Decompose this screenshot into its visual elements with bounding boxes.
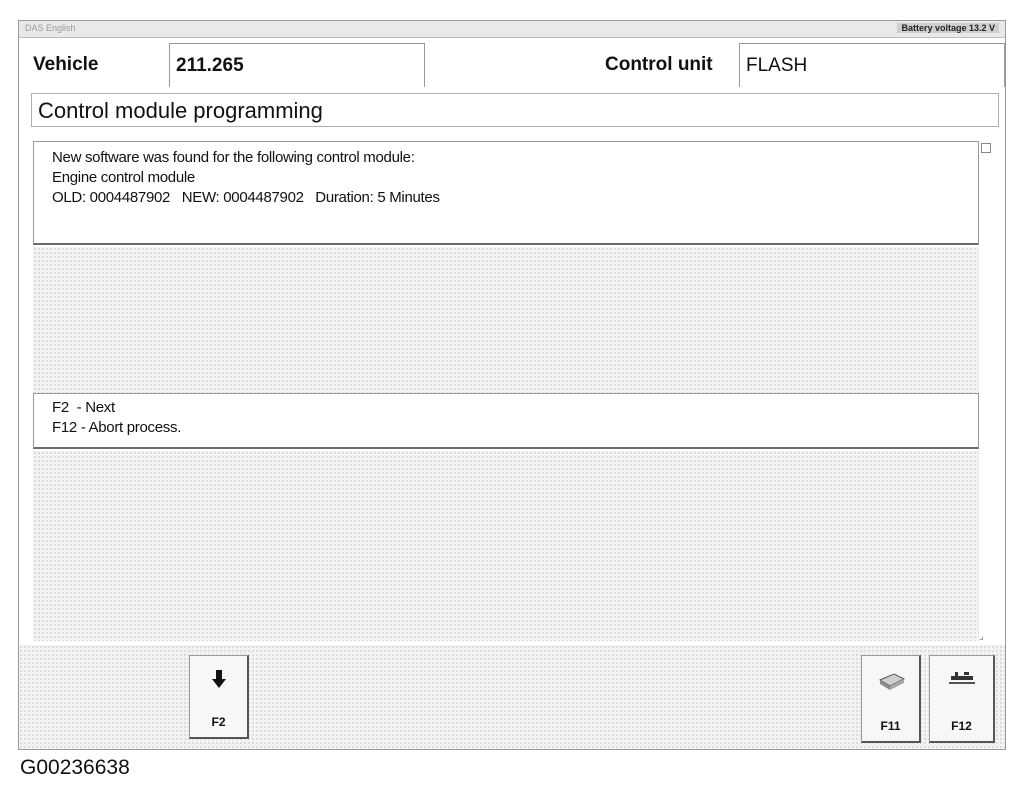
message-box <box>33 141 979 245</box>
title-bar <box>19 21 1005 38</box>
f12-abort-button[interactable] <box>929 655 995 743</box>
function-key-bar <box>19 645 1006 750</box>
f11-key-label: F11 <box>880 719 901 733</box>
message-line: New software was found for the following control module: <box>52 149 415 166</box>
instructions-box <box>33 393 979 449</box>
f2-key-label: F2 <box>211 715 226 729</box>
section-title-text: Control module programming <box>38 98 323 123</box>
empty-area <box>33 451 979 641</box>
message-line: OLD: 0004487902 NEW: 0004487902 Duration: 5 Minutes <box>52 189 440 206</box>
empty-area <box>33 247 979 393</box>
instruction-line: F12 - Abort process. <box>52 419 182 436</box>
app-title: DAS English <box>25 23 76 33</box>
vehicle-value: 211.265 <box>176 55 244 76</box>
control-unit-field <box>739 43 1005 87</box>
scroll-button[interactable] <box>981 143 991 153</box>
message-line: Engine control module <box>52 169 195 186</box>
vehicle-label: Vehicle <box>33 54 99 75</box>
control-unit-value: FLASH <box>746 55 808 76</box>
f12-key-label: F12 <box>951 719 972 733</box>
figure-caption: G00236638 <box>20 756 130 779</box>
control-unit-label: Control unit <box>605 54 713 75</box>
vehicle-field <box>169 43 425 87</box>
resize-grip-icon[interactable]: ⌟ <box>979 631 984 642</box>
battery-status: Battery voltage 13.2 V <box>897 23 999 33</box>
instruction-line: F2 - Next <box>52 399 115 416</box>
print-icon <box>862 670 919 692</box>
f11-print-button[interactable] <box>861 655 921 743</box>
section-title <box>31 93 999 127</box>
arrow-down-icon <box>190 670 247 692</box>
app-window <box>18 20 1006 750</box>
abort-icon <box>930 670 993 692</box>
f2-next-button[interactable] <box>189 655 249 739</box>
